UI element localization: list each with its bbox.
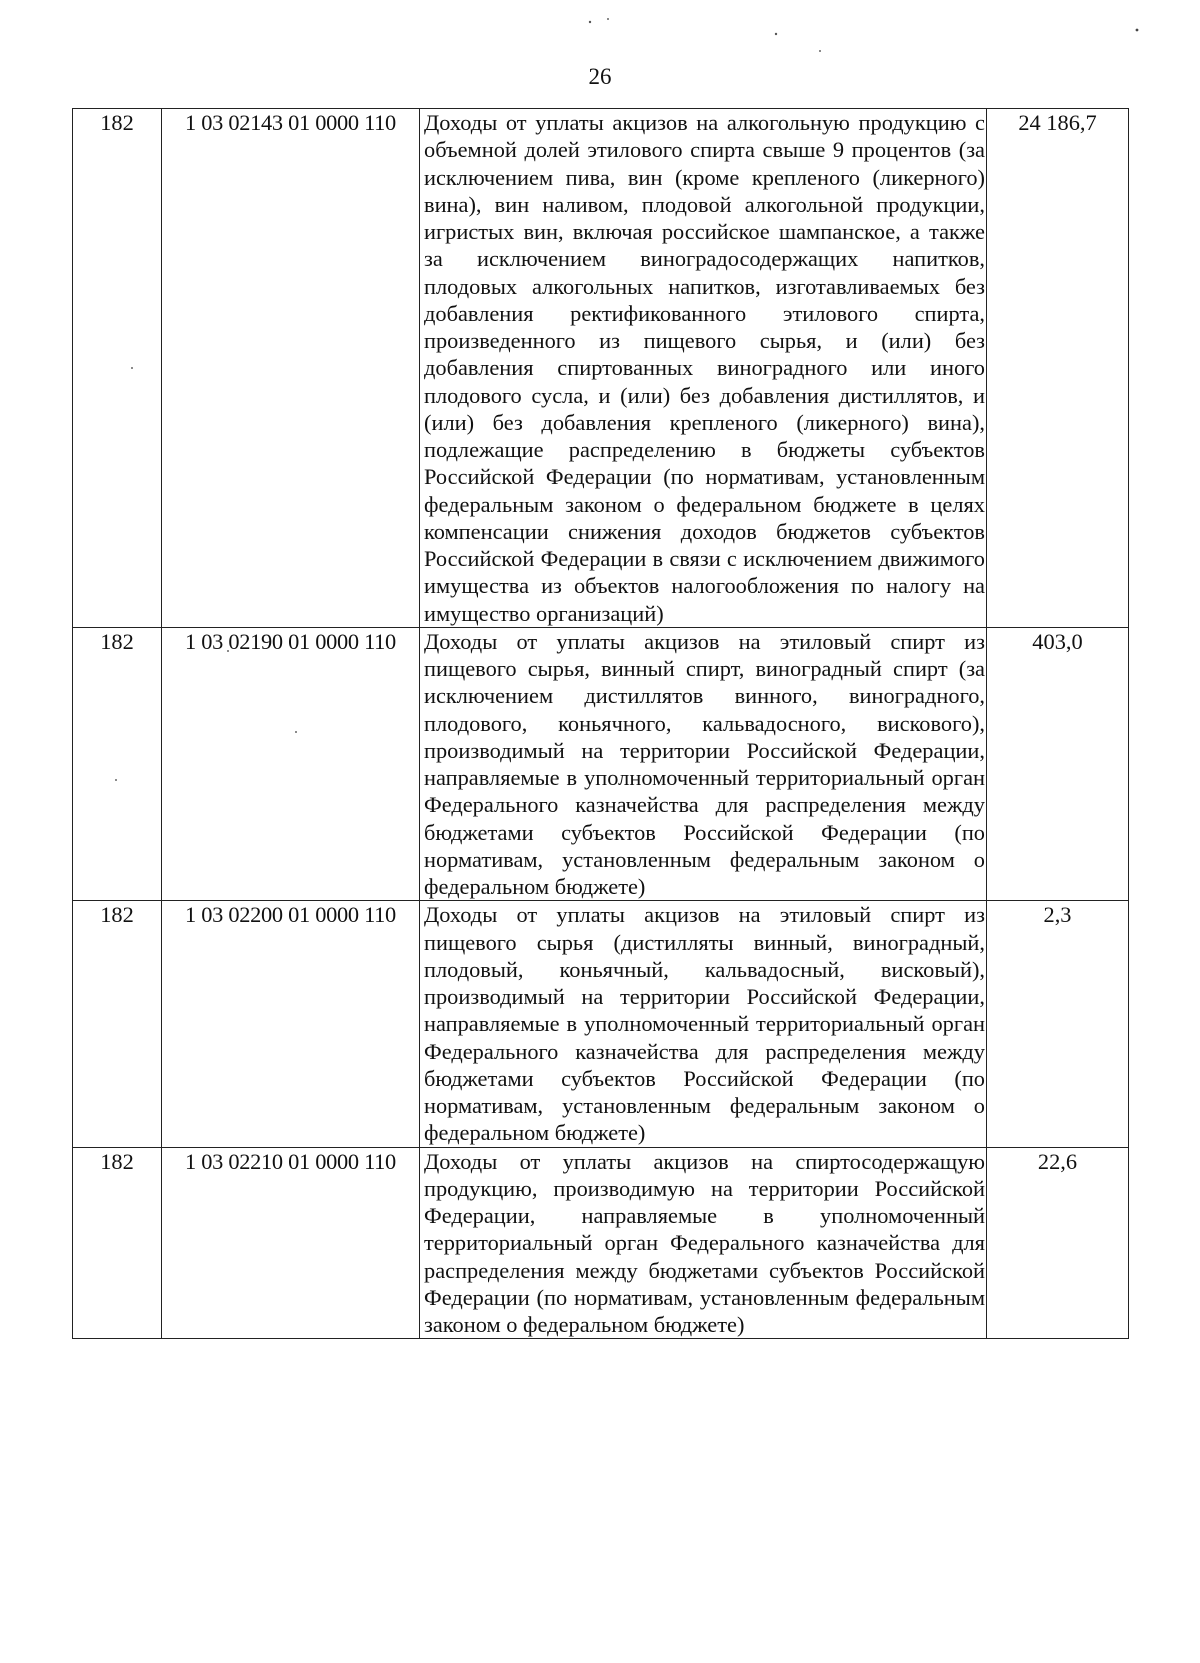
budget-code-cell: 1 03 02210 01 0000 110 [162,1147,420,1339]
description-cell: Доходы от уплаты акцизов на спиртосодержащую продукцию, производимую на территории Российской Федерации, направляемые в уполномоченный территориальный орган Федерального казначейства для распределения между бюджетами субъектов Российской Федерации (по нормативам, установленным федеральным законом о федеральном бюджете) [420,1147,987,1339]
budget-code-cell: 1 03 02190 01 0000 110 [162,627,420,901]
description-cell: Доходы от уплаты акцизов на алкогольную продукцию с объемной долей этилового спирта свыше 9 процентов (за исключением пива, вин (кроме крепленого (ликерного) вина), вин наливом, плодовой алкогольной продукции, игристых вин, включая российское шампанское, а также за исключением виноградосодержащих напитков, плодовых алкогольных напитков, изготавливаемых без добавления ректификованного этилового спирта, произведенного из пищевого сырья, и (или) без добавления спиртованных виноградного или иного плодового сусла, и (или) без добавления дистиллятов, и (или) без добавления крепленого (ликерного) вина), подлежащие распределению в бюджеты субъектов Российской Федерации (по нормативам, установленным федеральным законом о федеральном бюджете в целях компенсации снижения доходов бюджетов субъектов Российской Федерации в связи с исключением движимого имущества из объектов налогообложения по налогу на имущество организаций) [420,109,987,628]
admin-code-cell: 182 [73,1147,162,1339]
description-cell: Доходы от уплаты акцизов на этиловый спирт из пищевого сырья (дистилляты винный, виноградный, плодовый, коньячный, кальвадосный, висковый), производимый на территории Российской Федерации, направляемые в уполномоченный территориальный орган Федерального казначейства для распределения между бюджетами субъектов Российской Федерации (по нормативам, установленным федеральным законом о федеральном бюджете) [420,901,987,1147]
admin-code-cell: 182 [73,109,162,628]
amount-cell: 403,0 [987,627,1129,901]
table-row [73,627,1129,901]
description-cell: Доходы от уплаты акцизов на этиловый спирт из пищевого сырья, винный спирт, виноградный спирт (за исключением дистиллятов винного, виноградного, плодового, коньячного, кальвадосного, вискового), производимый на территории Российской Федерации, направляемые в уполномоченный территориальный орган Федерального казначейства для распределения между бюджетами субъектов Российской Федерации (по нормативам, установленным федеральным законом о федеральном бюджете) [420,627,987,901]
amount-cell: 24 186,7 [987,109,1129,628]
budget-code-cell: 1 03 02143 01 0000 110 [162,109,420,628]
budget-code-cell: 1 03 02200 01 0000 110 [162,901,420,1147]
page-number: 26 [588,64,612,89]
admin-code-cell: 182 [73,627,162,901]
revenue-table [72,108,1129,1339]
admin-code-cell: 182 [73,901,162,1147]
table-row [73,901,1129,1147]
table-row [73,109,1129,628]
table-row [73,1147,1129,1339]
amount-cell: 2,3 [987,901,1129,1147]
amount-cell: 22,6 [987,1147,1129,1339]
